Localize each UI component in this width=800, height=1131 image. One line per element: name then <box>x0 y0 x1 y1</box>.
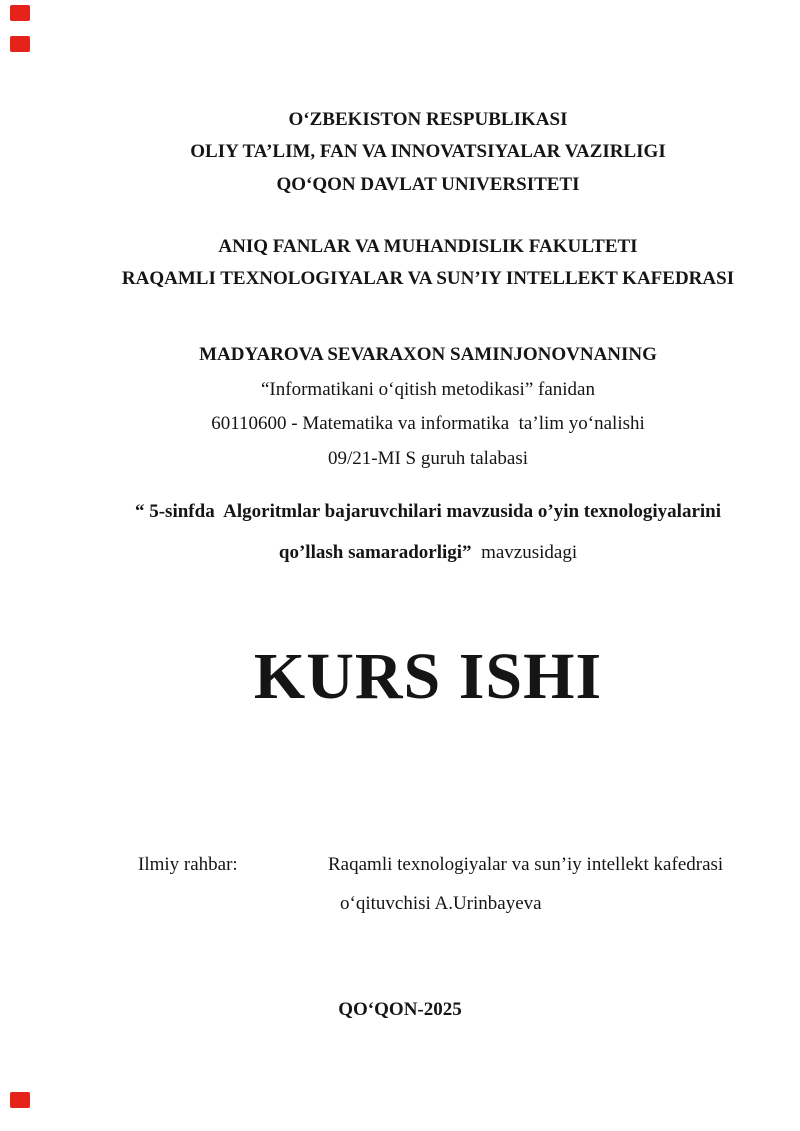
department-line: RAQAMLI TEXNOLOGIYALAR VA SUN’IY INTELLEKT KAFEDRASI <box>121 268 735 289</box>
university-line: QO‘QON DAVLAT UNIVERSITETI <box>276 174 580 195</box>
topic-line-2 <box>56 541 800 565</box>
topic-line-2-regular: mavzusidagi <box>471 542 578 563</box>
group-line: 09/21-MI S guruh talabasi <box>327 448 528 469</box>
program-line: 60110600 - Matematika va informatika ta’lim yo‘nalishi <box>211 413 645 434</box>
supervisor-line-2: o‘qituvchisi A.Urinbayeva <box>340 893 542 914</box>
faculty-line: ANIQ FANLAR VA MUHANDISLIK FAKULTETI <box>218 236 638 257</box>
comment-marker-icon <box>10 36 30 52</box>
supervisor-label: Ilmiy rahbar: <box>138 854 238 875</box>
comment-marker-icon <box>10 1092 30 1108</box>
city-year-line: QO‘QON-2025 <box>338 999 462 1020</box>
republic-line: O‘ZBEKISTON RESPUBLIKASI <box>288 109 568 130</box>
main-title: KURS ISHI <box>253 640 603 713</box>
topic-line-1: “ 5-sinfda Algoritmlar bajaruvchilari mavzusida o’yin texnologiyalarini <box>134 501 722 522</box>
comment-marker-icon <box>10 5 30 21</box>
subject-line: “Informatikani o‘qitish metodikasi” fanidan <box>261 379 595 400</box>
student-name-line: MADYAROVA SEVARAXON SAMINJONOVNANING <box>199 344 657 365</box>
supervisor-line-1: Raqamli texnologiyalar va sun’iy intellekt kafedrasi <box>328 854 724 875</box>
ministry-line: OLIY TA’LIM, FAN VA INNOVATSIYALAR VAZIRLIGI <box>190 141 666 162</box>
topic-line-2-bold: qo’llash samaradorligi” <box>278 542 472 563</box>
